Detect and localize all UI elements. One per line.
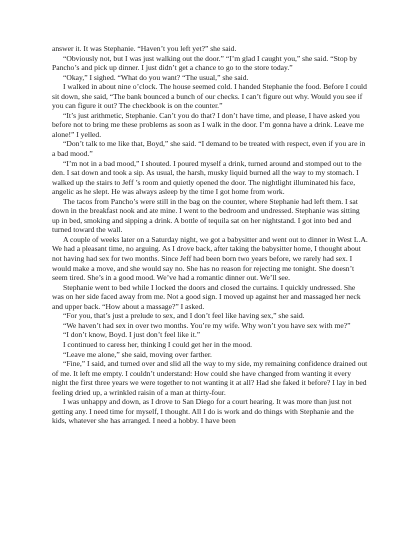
paragraph: The tacos from Pancho’s were still in the bag on the counter, where Stephanie had left them. I sat down in the breakfast nook and ate mine. I went to the bedroom and undressed. Stephanie was sitting up in bed, smoking and sipping a drink. A bottle of tequila sat on her nightstand. I got into bed and turned toward the wall. <box>52 196 360 235</box>
paragraph: “It’s just arithmetic, Stephanie. Can’t you do that? I don’t have time, and please, I have asked you before not to bring me these problems as soon as I walk in the door. I’m gonna have a drink. Leave me alone!” I yelled. <box>52 110 364 139</box>
paragraph: I walked in about nine o’clock. The house seemed cold. I handed Stephanie the food. Before I could sit down, she said, “The bank bounced a bunch of our checks. I can’t figure out why. Would you see if you can figure it out? The checkbook is on the counter.” <box>52 82 367 111</box>
paragraph: Stephanie went to bed while I locked the doors and closed the curtains. I quickly undressed. She was on her side faced away from me. Not a good sign. I moved up against her and massaged her neck and upper back. “How about a massage?” I asked. <box>52 282 361 311</box>
paragraph: “Leave me alone,” she said, moving over farther. <box>63 349 212 359</box>
paragraph: “Fine,” I said, and turned over and slid all the way to my side, my remaining confidence drained out of me. It left me empty. I couldn’t understand: How could she have changed from wanting it every night the first three years we were together to not wanting it at all? Had she faked it before? I lay in bed feeling dried up, a wrinkled raisin of a man at thirty-four. <box>52 359 368 397</box>
paragraph: “Don’t talk to me like that, Boyd,” she said. “I demand to be treated with respect, even if you are in a bad mood.” <box>52 139 366 159</box>
paragraph: “I’m not in a bad mood,” I shouted. I poured myself a drink, turned around and stomped out to the den. I sat down and took a sip. As usual, the harsh, musky liquid burned all the way to my stomach. I walked up the stairs to Jeff ’s room and quietly opened the door. The nightlight illuminated his face, angelic as he slept. He was always asleep by the time I got home from work. <box>52 158 362 197</box>
paragraph: I was unhappy and down, as I drove to San Diego for a court hearing. It was more than just not getting any. I need time for myself, I thought. All I do is work and do things with Stephanie and the kids, whatever she has arranged. I need a hobby. I have been <box>52 397 354 426</box>
paragraph: “For you, that’s just a prelude to sex, and I don’t feel like having sex,” she said. <box>63 311 305 321</box>
paragraph: I continued to caress her, thinking I could get her in the mood. <box>63 339 253 349</box>
paragraph: “I don’t know, Boyd. I just don’t feel like it.” <box>63 330 201 340</box>
paragraph: “Okay,” I sighed. “What do you want? “The usual,” she said. <box>63 72 249 82</box>
paragraph: “Obviously not, but I was just walking out the door.” “I’m glad I caught you,” she said. “Stop by Pancho’s and pick up dinner. I just didn’t get a chance to go to the store today.” <box>52 53 357 73</box>
paragraph: “We haven’t had sex in over two months. You’re my wife. Why won’t you have sex with me?” <box>63 320 351 330</box>
paragraph: answer it. It was Stephanie. “Haven’t you left yet?” she said. <box>52 44 237 53</box>
paragraph: A couple of weeks later on a Saturday night, we got a babysitter and went out to dinner in West L.A. We had a pleasant time, no arguing. As I drove back, after taking the babysitter home, I thought about not having had sex for two months. Since Jeff had been born two years before, we rarely had sex. I would make a move, and she would say no. She has no reason for rejecting me tonight. She doesn’t seem tired. She’s in a good mood. We’ve had a romantic dinner out. We’ll see. <box>52 234 368 283</box>
